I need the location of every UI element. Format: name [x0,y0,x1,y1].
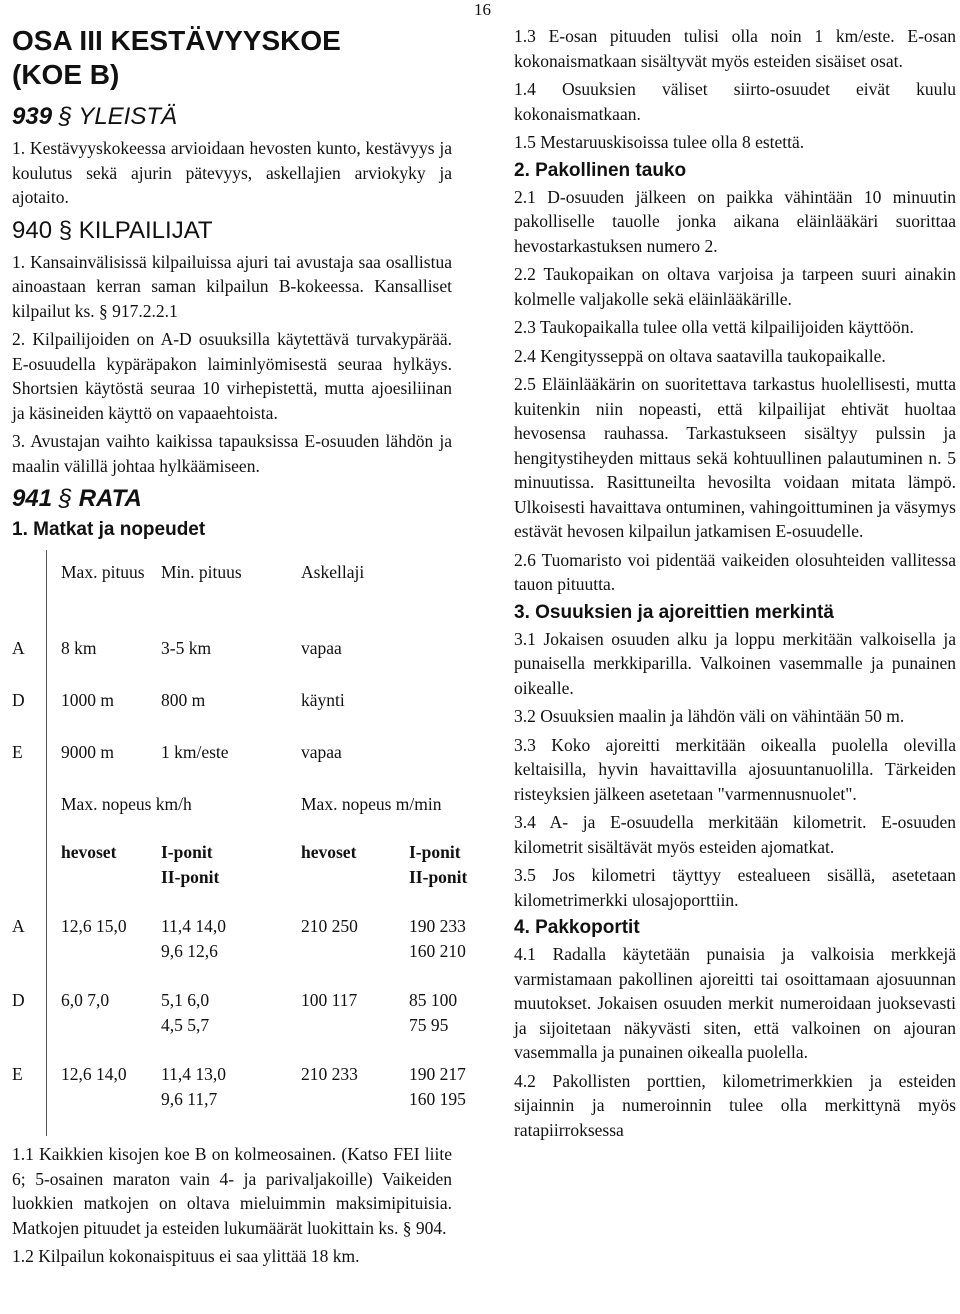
para-1-5: 1.5 Mestaruuskisoissa tulee olla 8 estettä. [514,132,805,152]
row-label: A [12,914,47,988]
page-number: 16 [474,0,491,19]
para-2-6: 2.6 Tuomaristo voi pidentää vaikeiden olosuhteiden vallitessa tauon pituutta. [514,549,956,594]
para-1-3: 1.3 E-osan pituuden tulisi olla noin 1 km/este. E-osan kokonaismatkaan sisältyvät myös esteiden sisäiset osat. [514,26,956,71]
left-column [12,24,468,1273]
cell-p-mmin: 190 217 160 195 [409,1064,466,1109]
subheader-hevoset-mmin: hevoset [301,842,357,862]
heading-2: 2. Pakollinen tauko [514,159,687,181]
right-column [514,24,956,1146]
para-2-5: 2.5 Eläinlääkärin on suoritettava tarkastus huolellisesti, mutta kuitenkin niin nopeasti, että kilpailijat ehtivät huoltaa hevosensa rauhassa. Tarkastukseen sisältyy pulssin ja hengitystiheyden mittaus sekä kohtuullinen palautuminen n. 5 minuutissa. Rasittuneilta hevosilta voidaan mitata lämpö. Ulkoisesti havaittava ontuminen, vahingoittuminen ja väsymys estävät hevosen kilpailun jatkamisen E-osuudelle. [514,374,956,541]
table-row [12,684,474,736]
section-title: RATA [78,485,142,512]
para-3-2: 3.2 Osuuksien maalin ja lähdön väli on vähintään 50 m. [514,706,905,726]
row-label: A [12,632,47,684]
cell-h-mmin: 100 117 [301,990,358,1010]
header-mmin: Max. nopeus m/min [301,794,442,814]
cell-p-mmin: 190 233 160 210 [409,916,466,961]
subheader-ponit-mmin: I-ponit II-ponit [409,842,468,887]
cell-p-kmh: 11,4 14,0 9,6 12,6 [161,916,226,961]
cell-p-mmin: 85 100 75 95 [409,990,458,1035]
cell-max: 1000 m [61,690,114,710]
table-row [12,736,474,788]
speed-subheader-row [12,840,474,914]
part-title-line2: (KOE B) [12,59,120,90]
cell-min: 3-5 km [161,638,212,658]
section-940-p2: 2. Kilpailijoiden on A-D osuuksilla käytettävä turvakypärää. E-osuudella kypäräpakon laiminlyömisestä seuraa hylkäys. Shortsien käytöstä seuraa 10 virhepistettä, mutta ajoesiliinan ja käsineiden käyttö on vapaaehtoista. [12,329,452,423]
header-askellaji: Askellaji [301,562,365,582]
part-title [12,24,452,92]
header-kmh: Max. nopeus km/h [61,794,192,814]
section-title: KILPAILIJAT [78,216,213,244]
heading-4: 4. Pakkoportit [514,917,640,938]
cell-h-mmin: 210 250 [301,916,358,936]
cell-p-kmh: 5,1 6,0 4,5 5,7 [161,990,210,1035]
cell-gait: käynti [301,690,345,710]
speed-header-row [12,788,474,840]
cell-h-kmh: 6,0 7,0 [61,990,110,1010]
section-940-p1: 1. Kansainvälisissä kilpailuissa ajuri tai avustaja saa osallistua ainoastaan kerran saman kilpailun B-kokeessa. Kansalliset kilpailut ks. § 917.2.2.1 [12,251,452,321]
cell-gait: vapaa [301,638,342,658]
para-3-1: 3.1 Jokaisen osuuden alku ja loppu merkitään valkoisella ja punaisella merkkiparilla. Valkoinen vasemmalle ja punainen oikealle. [514,628,956,698]
para-3-5: 3.5 Jos kilometri täyttyy estealueen sisällä, asetetaan kilometrimerkki ulosajoporttiin. [514,865,956,910]
table-row [12,988,474,1062]
section-941-heading [12,484,452,514]
section-number: 940 [12,216,53,244]
para-1-4: 1.4 Osuuksien väliset siirto-osuudet eivät kuulu kokonaismatkaan. [514,79,956,124]
section-number: 939 [12,103,53,130]
row-label: E [12,1062,47,1136]
section-941-subheading: 1. Matkat ja nopeudet [12,519,206,540]
section-939-p1: 1. Kestävyyskokeessa arvioidaan hevosten kunto, kestävyys ja koulutus sekä ajurin pätevyys, askellajien arviokyky ja ajotaito. [12,138,452,207]
cell-min: 1 km/este [161,742,229,762]
para-4-2: 4.2 Pakollisten porttien, kilometrimerkkien ja esteiden sijainnin ja numeroinnin tulee olla merkittynä myös ratapiirroksessa [514,1070,956,1140]
subheader-hevoset: hevoset [61,842,117,862]
header-min-pituus: Min. pituus [161,562,242,582]
cell-max: 8 km [61,638,97,658]
para-2-3: 2.3 Taukopaikalla tulee olla vettä kilpailijoiden käyttöön. [514,317,914,337]
para-2-2: 2.2 Taukopaikan on oltava varjoisa ja tarpeen suuri ainakin kolmelle valjakolle sekä eläinlääkärille. [514,264,956,309]
section-939-heading [12,102,452,132]
cell-p-kmh: 11,4 13,0 9,6 11,7 [161,1064,226,1109]
subheader-ponit: I-ponit II-ponit [161,842,220,887]
section-number: 941 [12,485,53,512]
row-label: E [12,736,47,788]
row-label: D [12,684,47,736]
cell-min: 800 m [161,690,206,710]
para-3-3: 3.3 Koko ajoreitti merkitään oikealla puolella olevilla keltaisilla, hyvin havaittavilla ajosuuntanuolilla. Tärkeiden risteyksien jälkeen asetetaan "varmennusnuolet". [514,734,956,804]
section-940-p3: 3. Avustajan vaihto kaikissa tapauksissa E-osuuden lähdön ja maalin välillä johtaa hylkäämiseen. [12,431,452,476]
header-max-pituus: Max. pituus [61,562,145,582]
para-4-1: 4.1 Radalla käytetään punaisia ja valkoisia merkkejä varmistamaan pakollinen ajoreitti tai osoittamaan ajosuunnan muutokset. Jokaisen osuuden merkit numeroidaan juoksevasti ja sijoitetaan näkyvästi siten, että valkoinen on ajouran vasemmalla ja punainen oikealla puolella. [514,944,956,1062]
cell-h-kmh: 12,6 15,0 [61,916,127,936]
table-row [12,632,474,684]
cell-h-kmh: 12,6 14,0 [61,1064,127,1084]
after-table-p2: 1.2 Kilpailun kokonaispituus ei saa ylittää 18 km. [12,1246,360,1266]
row-label: D [12,988,47,1062]
heading-3: 3. Osuuksien ja ajoreittien merkintä [514,601,834,623]
distances-speeds-table [12,550,474,1136]
section-symbol: § [58,485,73,512]
section-symbol: § [58,103,73,130]
table-header-row [12,550,474,632]
table-row [12,914,474,988]
section-940-heading [12,216,452,246]
section-symbol: § [58,216,73,244]
para-2-1: 2.1 D-osuuden jälkeen on paikka vähintään 10 minuutin pakolliselle tauolle jonka aikana eläinlääkäri suorittaa hevostarkastuksen numero 2. [514,186,956,256]
section-title: YLEISTÄ [78,103,178,130]
table-row [12,1062,474,1136]
cell-max: 9000 m [61,742,114,762]
para-3-4: 3.4 A- ja E-osuudella merkitään kilometrit. E-osuuden kilometrit sisältävät myös esteiden ajomatkat. [514,812,956,857]
cell-h-mmin: 210 233 [301,1064,358,1084]
cell-gait: vapaa [301,742,342,762]
para-2-4: 2.4 Kengitysseppä on oltava saatavilla taukopaikalle. [514,345,886,366]
part-title-line1: OSA III KESTÄVYYSKOE [12,25,341,56]
after-table-p1: 1.1 Kaikkien kisojen koe B on kolmeosainen. (Katso FEI liite 6; 5-osainen maraton vain 4- ja parivaljakoille) Vaikeiden luokkien matkojen on oltava mieluimmin maksimipituisia. Matkojen pituudet ja esteiden lukumäärät luokittain ks. § 904. [12,1144,452,1238]
